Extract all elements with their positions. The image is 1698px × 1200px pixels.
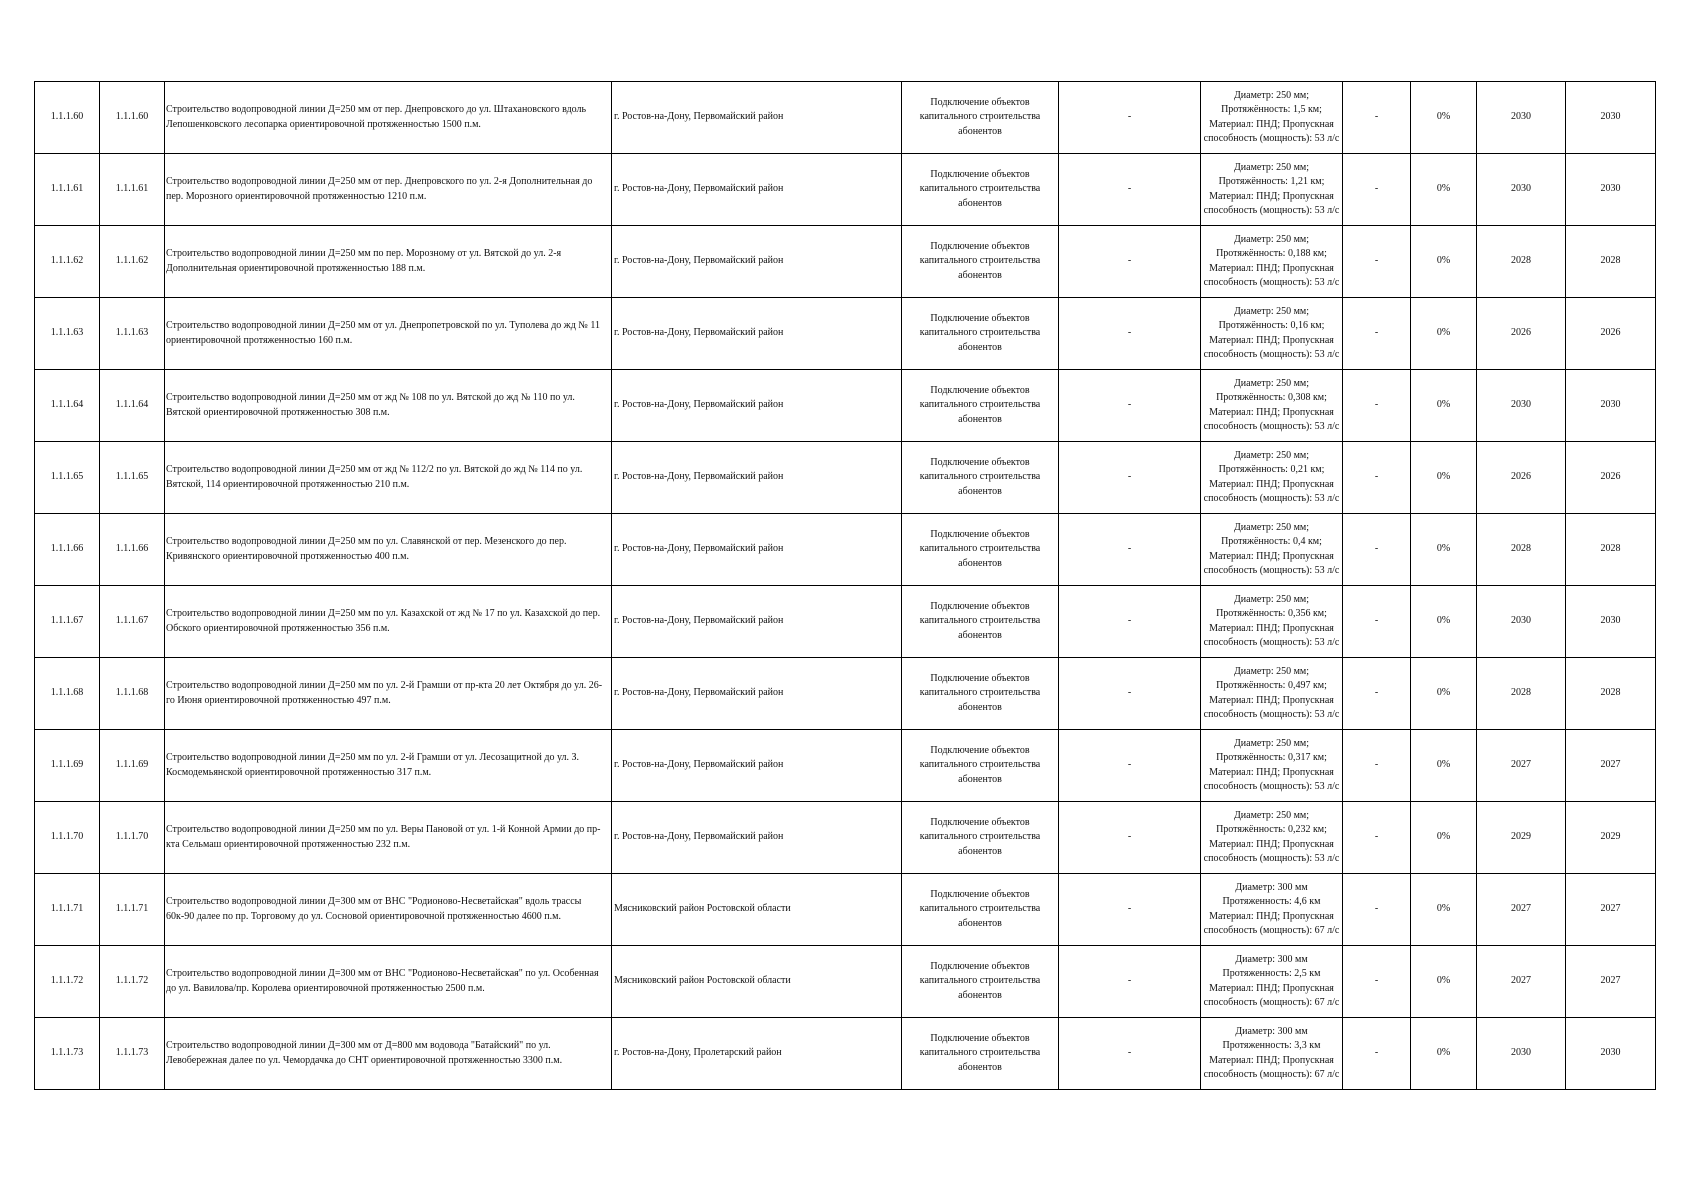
year-start-cell: 2027 [1477, 730, 1566, 802]
project-description-cell: Строительство водопроводной линии Д=250 мм от ул. Днепропетровской по ул. Туполева до жд № 11 ориентировочной протяженностью 160 п.м. [165, 298, 612, 370]
location-cell: г. Ростов-на-Дону, Первомайский район [612, 586, 902, 658]
year-end-cell: 2030 [1566, 82, 1656, 154]
dash-cell: - [1343, 586, 1411, 658]
table-row [35, 1018, 1656, 1090]
location-cell: г. Ростов-на-Дону, Первомайский район [612, 442, 902, 514]
year-end-cell: 2030 [1566, 370, 1656, 442]
characteristics-cell: Диаметр: 300 мм Протяженность: 3,3 км Материал: ПНД; Пропускная способность (мощность): 67 л/с [1201, 1018, 1343, 1090]
year-start-cell: 2026 [1477, 442, 1566, 514]
dash-cell: - [1343, 874, 1411, 946]
dash-cell: - [1343, 514, 1411, 586]
dash-cell: - [1059, 586, 1201, 658]
percent-cell: 0% [1411, 298, 1477, 370]
location-cell: г. Ростов-на-Дону, Первомайский район [612, 370, 902, 442]
project-description-cell: Строительство водопроводной линии Д=250 мм по ул. Веры Пановой от ул. 1-й Конной Армии до пр-кта Сельмаш ориентировочной протяженностью 232 п.м. [165, 802, 612, 874]
location-cell: г. Ростов-на-Дону, Первомайский район [612, 226, 902, 298]
year-end-cell: 2027 [1566, 946, 1656, 1018]
purpose-cell: Подключение объектов капитального строительства абонентов [902, 658, 1059, 730]
purpose-cell: Подключение объектов капитального строительства абонентов [902, 154, 1059, 226]
percent-cell: 0% [1411, 82, 1477, 154]
year-start-cell: 2028 [1477, 514, 1566, 586]
characteristics-cell: Диаметр: 300 мм Протяженность: 2,5 км Материал: ПНД; Пропускная способность (мощность): 67 л/с [1201, 946, 1343, 1018]
percent-cell: 0% [1411, 154, 1477, 226]
percent-cell: 0% [1411, 226, 1477, 298]
characteristics-cell: Диаметр: 250 мм; Протяжённость: 0,4 км; Материал: ПНД; Пропускная способность (мощность): 53 л/с [1201, 514, 1343, 586]
table-body [35, 82, 1656, 1090]
project-code-cell: 1.1.1.70 [100, 802, 165, 874]
purpose-cell: Подключение объектов капитального строительства абонентов [902, 442, 1059, 514]
project-description-cell: Строительство водопроводной линии Д=300 мм от ВНС "Родионово-Несветайская" вдоль трассы 60к-90 далее по пр. Торговому до ул. Сосновой ориентировочной протяженностью 4600 п.м. [165, 874, 612, 946]
year-start-cell: 2027 [1477, 946, 1566, 1018]
year-end-cell: 2030 [1566, 1018, 1656, 1090]
table-row [35, 946, 1656, 1018]
project-code-cell: 1.1.1.68 [100, 658, 165, 730]
project-code-cell: 1.1.1.65 [100, 442, 165, 514]
location-cell: Мясниковский район Ростовской области [612, 946, 902, 1018]
year-start-cell: 2030 [1477, 82, 1566, 154]
year-start-cell: 2029 [1477, 802, 1566, 874]
dash-cell: - [1059, 946, 1201, 1018]
dash-cell: - [1343, 946, 1411, 1018]
project-code-cell: 1.1.1.62 [100, 226, 165, 298]
table-row [35, 226, 1656, 298]
dash-cell: - [1343, 1018, 1411, 1090]
table-row [35, 82, 1656, 154]
characteristics-cell: Диаметр: 300 мм Протяженность: 4,6 км Материал: ПНД; Пропускная способность (мощность): 67 л/с [1201, 874, 1343, 946]
characteristics-cell: Диаметр: 250 мм; Протяжённость: 0,188 км; Материал: ПНД; Пропускная способность (мощность): 53 л/с [1201, 226, 1343, 298]
purpose-cell: Подключение объектов капитального строительства абонентов [902, 1018, 1059, 1090]
dash-cell: - [1343, 370, 1411, 442]
project-code-cell: 1.1.1.66 [100, 514, 165, 586]
row-number-cell: 1.1.1.63 [35, 298, 100, 370]
table-row [35, 658, 1656, 730]
project-code-cell: 1.1.1.63 [100, 298, 165, 370]
dash-cell: - [1059, 874, 1201, 946]
year-start-cell: 2028 [1477, 226, 1566, 298]
location-cell: г. Ростов-на-Дону, Первомайский район [612, 658, 902, 730]
year-end-cell: 2028 [1566, 514, 1656, 586]
purpose-cell: Подключение объектов капитального строительства абонентов [902, 298, 1059, 370]
investment-program-table [34, 81, 1656, 1090]
characteristics-cell: Диаметр: 250 мм; Протяжённость: 0,497 км; Материал: ПНД; Пропускная способность (мощность): 53 л/с [1201, 658, 1343, 730]
location-cell: Мясниковский район Ростовской области [612, 874, 902, 946]
dash-cell: - [1059, 82, 1201, 154]
row-number-cell: 1.1.1.68 [35, 658, 100, 730]
characteristics-cell: Диаметр: 250 мм; Протяжённость: 0,317 км; Материал: ПНД; Пропускная способность (мощность): 53 л/с [1201, 730, 1343, 802]
characteristics-cell: Диаметр: 250 мм; Протяжённость: 1,5 км; Материал: ПНД; Пропускная способность (мощность): 53 л/с [1201, 82, 1343, 154]
location-cell: г. Ростов-на-Дону, Первомайский район [612, 730, 902, 802]
year-start-cell: 2026 [1477, 298, 1566, 370]
percent-cell: 0% [1411, 946, 1477, 1018]
table-row [35, 730, 1656, 802]
year-end-cell: 2028 [1566, 226, 1656, 298]
table-row [35, 442, 1656, 514]
project-description-cell: Строительство водопроводной линии Д=250 мм по ул. Славянской от пер. Мезенского до пер. Кривянского ориентировочной протяженностью 400 п.м. [165, 514, 612, 586]
year-end-cell: 2028 [1566, 658, 1656, 730]
dash-cell: - [1343, 442, 1411, 514]
percent-cell: 0% [1411, 1018, 1477, 1090]
row-number-cell: 1.1.1.69 [35, 730, 100, 802]
project-description-cell: Строительство водопроводной линии Д=250 мм по пер. Морозному от ул. Вятской до ул. 2-я Дополнительная ориентировочной протяженностью 188 п.м. [165, 226, 612, 298]
project-code-cell: 1.1.1.61 [100, 154, 165, 226]
percent-cell: 0% [1411, 514, 1477, 586]
year-end-cell: 2027 [1566, 874, 1656, 946]
project-description-cell: Строительство водопроводной линии Д=300 мм от Д=800 мм водовода "Батайский" по ул. Левобережная далее по ул. Чемордачка до СНТ ориентировочной протяженностью 3300 п.м. [165, 1018, 612, 1090]
year-start-cell: 2028 [1477, 658, 1566, 730]
dash-cell: - [1059, 802, 1201, 874]
characteristics-cell: Диаметр: 250 мм; Протяжённость: 0,356 км; Материал: ПНД; Пропускная способность (мощность): 53 л/с [1201, 586, 1343, 658]
characteristics-cell: Диаметр: 250 мм; Протяжённость: 1,21 км; Материал: ПНД; Пропускная способность (мощность): 53 л/с [1201, 154, 1343, 226]
dash-cell: - [1059, 298, 1201, 370]
project-description-cell: Строительство водопроводной линии Д=250 мм по ул. Казахской от жд № 17 по ул. Казахской до пер. Обского ориентировочной протяженностью 356 п.м. [165, 586, 612, 658]
dash-cell: - [1343, 802, 1411, 874]
project-description-cell: Строительство водопроводной линии Д=250 мм по ул. 2-й Грамши от пр-кта 20 лет Октября до ул. 26-го Июня ориентировочной протяженностью 497 п.м. [165, 658, 612, 730]
dash-cell: - [1059, 1018, 1201, 1090]
characteristics-cell: Диаметр: 250 мм; Протяжённость: 0,16 км; Материал: ПНД; Пропускная способность (мощность): 53 л/с [1201, 298, 1343, 370]
year-start-cell: 2030 [1477, 1018, 1566, 1090]
dash-cell: - [1343, 658, 1411, 730]
project-code-cell: 1.1.1.73 [100, 1018, 165, 1090]
percent-cell: 0% [1411, 802, 1477, 874]
year-end-cell: 2027 [1566, 730, 1656, 802]
year-start-cell: 2030 [1477, 586, 1566, 658]
year-end-cell: 2026 [1566, 442, 1656, 514]
row-number-cell: 1.1.1.67 [35, 586, 100, 658]
table-row [35, 874, 1656, 946]
percent-cell: 0% [1411, 586, 1477, 658]
dash-cell: - [1059, 514, 1201, 586]
dash-cell: - [1059, 154, 1201, 226]
project-description-cell: Строительство водопроводной линии Д=250 мм от пер. Днепровского по ул. 2-я Дополнительная до пер. Морозного ориентировочной протяженностью 1210 п.м. [165, 154, 612, 226]
row-number-cell: 1.1.1.66 [35, 514, 100, 586]
purpose-cell: Подключение объектов капитального строительства абонентов [902, 226, 1059, 298]
purpose-cell: Подключение объектов капитального строительства абонентов [902, 586, 1059, 658]
row-number-cell: 1.1.1.71 [35, 874, 100, 946]
location-cell: г. Ростов-на-Дону, Первомайский район [612, 154, 902, 226]
project-code-cell: 1.1.1.71 [100, 874, 165, 946]
project-code-cell: 1.1.1.67 [100, 586, 165, 658]
row-number-cell: 1.1.1.62 [35, 226, 100, 298]
table-row [35, 514, 1656, 586]
characteristics-cell: Диаметр: 250 мм; Протяжённость: 0,21 км; Материал: ПНД; Пропускная способность (мощность): 53 л/с [1201, 442, 1343, 514]
row-number-cell: 1.1.1.70 [35, 802, 100, 874]
location-cell: г. Ростов-на-Дону, Первомайский район [612, 82, 902, 154]
year-start-cell: 2027 [1477, 874, 1566, 946]
dash-cell: - [1059, 226, 1201, 298]
dash-cell: - [1343, 730, 1411, 802]
year-start-cell: 2030 [1477, 370, 1566, 442]
purpose-cell: Подключение объектов капитального строительства абонентов [902, 730, 1059, 802]
year-end-cell: 2030 [1566, 154, 1656, 226]
table-row [35, 154, 1656, 226]
percent-cell: 0% [1411, 730, 1477, 802]
year-end-cell: 2030 [1566, 586, 1656, 658]
project-description-cell: Строительство водопроводной линии Д=300 мм от ВНС "Родионово-Несветайская" по ул. Особенная до ул. Вавилова/пр. Королева ориентировочной протяженностью 2500 п.м. [165, 946, 612, 1018]
project-code-cell: 1.1.1.60 [100, 82, 165, 154]
dash-cell: - [1343, 298, 1411, 370]
table-row [35, 586, 1656, 658]
location-cell: г. Ростов-на-Дону, Первомайский район [612, 802, 902, 874]
project-description-cell: Строительство водопроводной линии Д=250 мм от пер. Днепровского до ул. Штахановского вдоль Лепошенковского лесопарка ориентировочной протяженностью 1500 п.м. [165, 82, 612, 154]
characteristics-cell: Диаметр: 250 мм; Протяжённость: 0,308 км; Материал: ПНД; Пропускная способность (мощность): 53 л/с [1201, 370, 1343, 442]
purpose-cell: Подключение объектов капитального строительства абонентов [902, 802, 1059, 874]
dash-cell: - [1059, 442, 1201, 514]
year-end-cell: 2029 [1566, 802, 1656, 874]
purpose-cell: Подключение объектов капитального строительства абонентов [902, 370, 1059, 442]
percent-cell: 0% [1411, 370, 1477, 442]
purpose-cell: Подключение объектов капитального строительства абонентов [902, 874, 1059, 946]
year-start-cell: 2030 [1477, 154, 1566, 226]
row-number-cell: 1.1.1.72 [35, 946, 100, 1018]
location-cell: г. Ростов-на-Дону, Первомайский район [612, 298, 902, 370]
row-number-cell: 1.1.1.61 [35, 154, 100, 226]
percent-cell: 0% [1411, 658, 1477, 730]
characteristics-cell: Диаметр: 250 мм; Протяжённость: 0,232 км; Материал: ПНД; Пропускная способность (мощность): 53 л/с [1201, 802, 1343, 874]
project-code-cell: 1.1.1.72 [100, 946, 165, 1018]
dash-cell: - [1059, 658, 1201, 730]
percent-cell: 0% [1411, 442, 1477, 514]
project-description-cell: Строительство водопроводной линии Д=250 мм от жд № 108 по ул. Вятской до жд № 110 по ул. Вятской ориентировочной протяженностью 308 п.м. [165, 370, 612, 442]
row-number-cell: 1.1.1.73 [35, 1018, 100, 1090]
purpose-cell: Подключение объектов капитального строительства абонентов [902, 514, 1059, 586]
project-code-cell: 1.1.1.69 [100, 730, 165, 802]
project-code-cell: 1.1.1.64 [100, 370, 165, 442]
percent-cell: 0% [1411, 874, 1477, 946]
dash-cell: - [1343, 154, 1411, 226]
row-number-cell: 1.1.1.65 [35, 442, 100, 514]
table-row [35, 298, 1656, 370]
dash-cell: - [1059, 730, 1201, 802]
dash-cell: - [1059, 370, 1201, 442]
purpose-cell: Подключение объектов капитального строительства абонентов [902, 946, 1059, 1018]
dash-cell: - [1343, 82, 1411, 154]
row-number-cell: 1.1.1.60 [35, 82, 100, 154]
dash-cell: - [1343, 226, 1411, 298]
project-description-cell: Строительство водопроводной линии Д=250 мм от жд № 112/2 по ул. Вятской до жд № 114 по ул. Вятской, 114 ориентировочной протяженностью 210 п.м. [165, 442, 612, 514]
year-end-cell: 2026 [1566, 298, 1656, 370]
purpose-cell: Подключение объектов капитального строительства абонентов [902, 82, 1059, 154]
location-cell: г. Ростов-на-Дону, Пролетарский район [612, 1018, 902, 1090]
table-row [35, 802, 1656, 874]
table-row [35, 370, 1656, 442]
location-cell: г. Ростов-на-Дону, Первомайский район [612, 514, 902, 586]
project-description-cell: Строительство водопроводной линии Д=250 мм по ул. 2-й Грамши от ул. Лесозащитной до ул. З. Космодемьянской ориентировочной протяженностью 317 п.м. [165, 730, 612, 802]
row-number-cell: 1.1.1.64 [35, 370, 100, 442]
